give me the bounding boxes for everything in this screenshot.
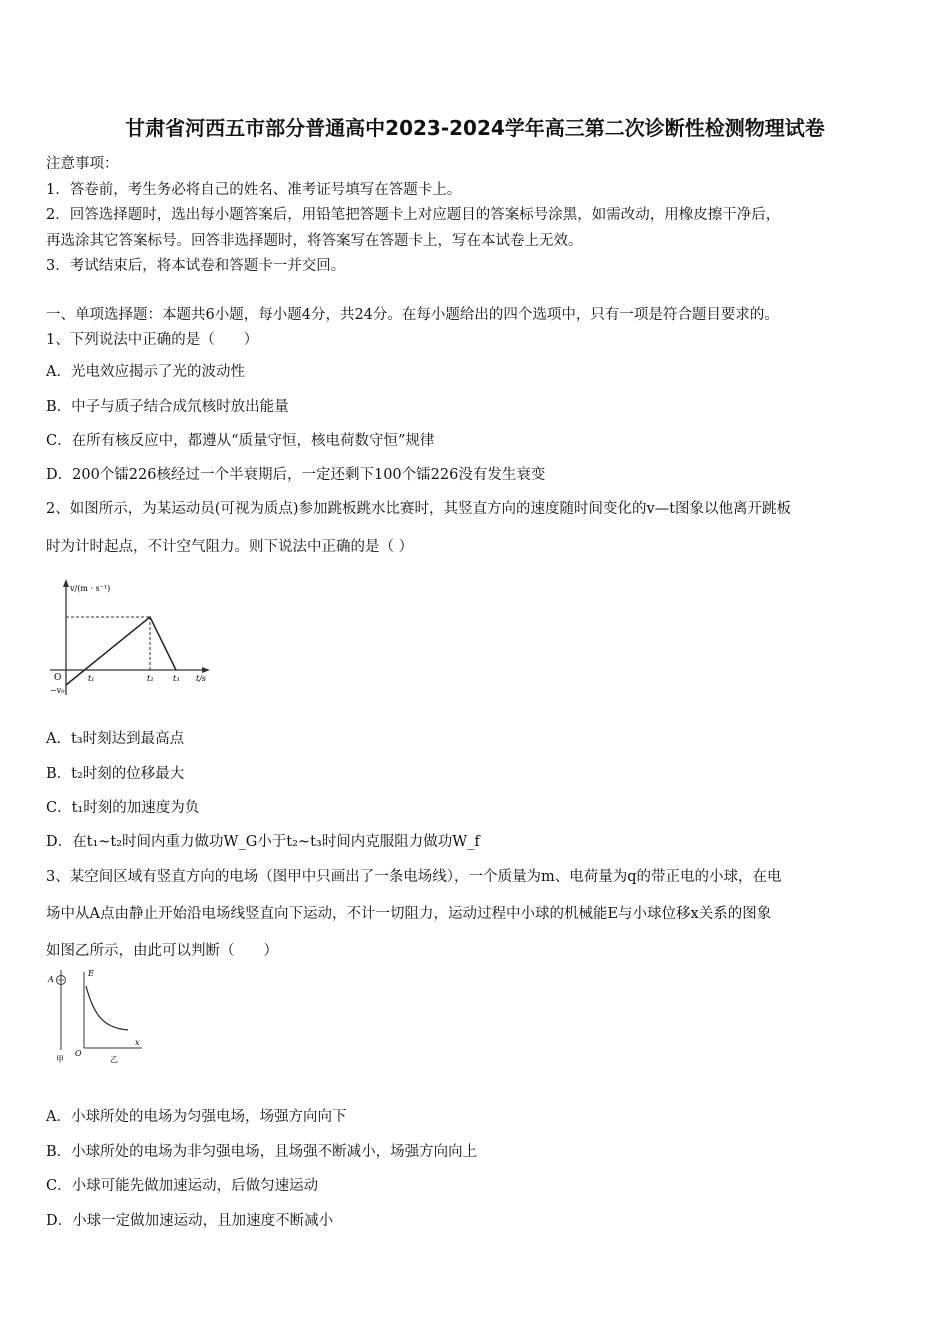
field-energy-figure	[46, 966, 156, 1066]
question-2-option-a: A．t₃时刻达到最高点	[46, 731, 185, 747]
t1-label: t₁	[88, 674, 95, 683]
question-2-option-b: B．t₂时刻的位移最大	[46, 766, 185, 782]
question-3-option-b: B．小球所处的电场为非匀强电场，且场强不断减小，场强方向向上	[46, 1144, 478, 1160]
e-axis-label: E	[88, 969, 94, 978]
t2-label: t₂	[147, 674, 154, 683]
x-arrow-icon	[202, 667, 210, 673]
question-3-option-c: C．小球可能先做加速运动，后做匀速运动	[46, 1178, 319, 1194]
energy-curve	[86, 986, 128, 1030]
notice-item: 3．考试结束后，将本试卷和答题卡一并交回。	[46, 258, 346, 274]
question-3-stem: 如图乙所示，由此可以判断（ ）	[46, 943, 278, 959]
neg-v0-label: −v₀	[50, 686, 65, 695]
origin-label: O	[54, 673, 62, 683]
question-1-stem: 1、下列说法中正确的是（ ）	[46, 332, 259, 348]
notice-item: 2．回答选择题时，选出每小题答案后，用铅笔把答题卡上对应题目的答案标号涂黑，如需改动，用橡皮擦干净后，	[46, 207, 781, 223]
question-3-option-d: D．小球一定做加速运动，且加速度不断减小	[46, 1213, 334, 1229]
notice-heading: 注意事项：	[46, 156, 119, 172]
point-a-label: A	[48, 975, 54, 984]
x-axis-label: t/s	[196, 674, 207, 683]
page-title: 甘肃省河西五市部分普通高中2023-2024学年高三第二次诊断性检测物理试卷	[125, 116, 825, 140]
origin-label: O	[75, 1049, 82, 1058]
t3-label: t₃	[173, 674, 180, 683]
question-2-option-d: D．在t₁~t₂时间内重力做功W_G小于t₂~t₃时间内克服阻力做功W_f	[46, 834, 480, 850]
notice-item: 再选涂其它答案标号。回答非选择题时，将答案写在答题卡上，写在本试卷上无效。	[46, 233, 583, 249]
question-3-stem: 场中从A点由静止开始沿电场线竖直向下运动，不计一切阻力，运动过程中小球的机械能E与小球位移x关系的图象	[46, 906, 772, 922]
vt-graph-figure	[48, 575, 218, 705]
question-2-stem: 时为计时起点，不计空气阻力。则下说法中正确的是（ ）	[46, 539, 414, 555]
question-2-stem: 2、如图所示，为某运动员(可视为质点)参加跳板跳水比赛时，其竖直方向的速度随时间变化的v—t图象以他离开跳板	[46, 501, 792, 517]
question-3-option-a: A．小球所处的电场为匀强电场，场强方向向下	[46, 1109, 347, 1125]
question-1-option-c: C．在所有核反应中，都遵从“质量守恒，核电荷数守恒”规律	[46, 433, 435, 449]
yi-label: 乙	[110, 1055, 118, 1064]
question-2-option-c: C．t₁时刻的加速度为负	[46, 800, 200, 816]
section-heading: 一、单项选择题：本题共6小题，每小题4分，共24分。在每小题给出的四个选项中，只有一项是符合题目要求的。	[46, 307, 779, 323]
jia-label: 甲	[56, 1055, 64, 1064]
question-1-option-a: A．光电效应揭示了光的波动性	[46, 364, 245, 380]
question-3-stem: 3、某空间区域有竖直方向的电场（图甲中只画出了一条电场线），一个质量为m、电荷量为q的带正电的小球，在电	[46, 869, 782, 885]
y-axis-label: v/(m · s⁻¹)	[70, 584, 111, 593]
x-axis-label: x	[135, 1038, 140, 1047]
notice-item: 1．答卷前，考生务必将自己的姓名、准考证号填写在答题卡上。	[46, 182, 462, 198]
velocity-line	[66, 617, 176, 685]
y-arrow-icon	[63, 579, 69, 587]
question-1-option-b: B．中子与质子结合成氘核时放出能量	[46, 399, 289, 415]
question-1-option-d: D．200个镭226核经过一个半衰期后，一定还剩下100个镭226没有发生衰变	[46, 467, 546, 483]
